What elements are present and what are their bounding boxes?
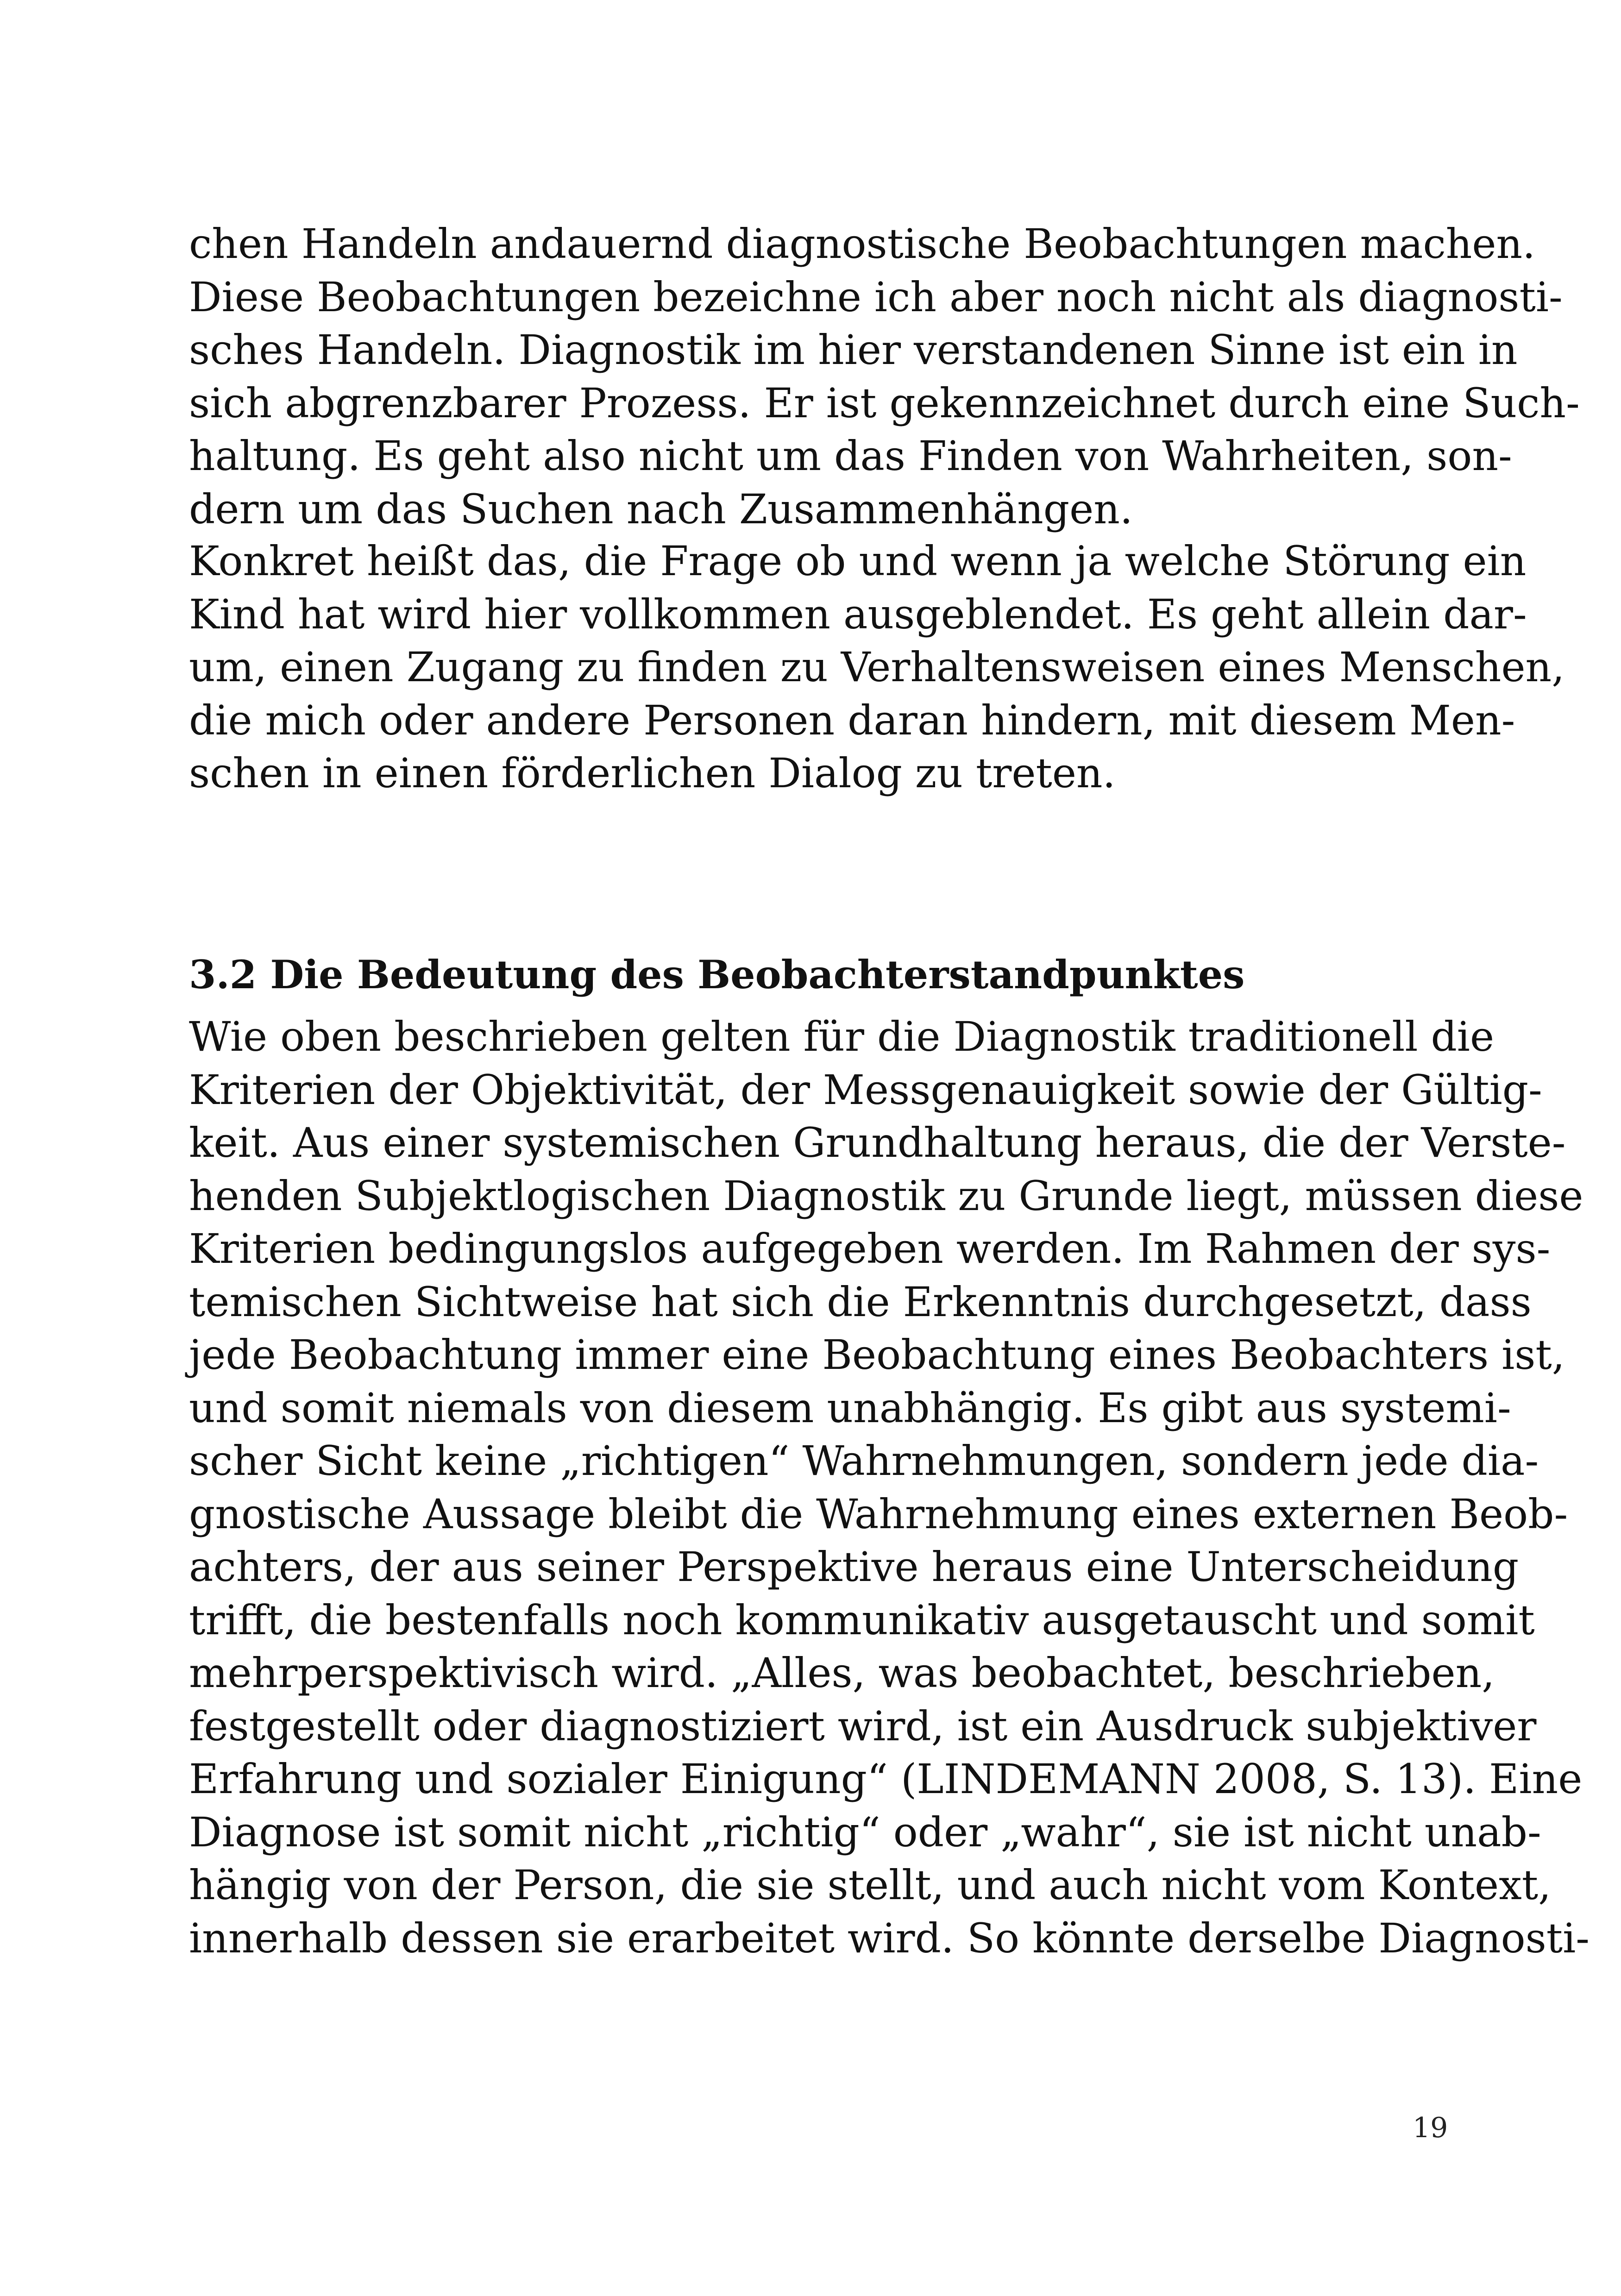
paragraph-3 [189,1010,1590,1965]
text-line: haltung. Es geht also nicht um das Finden von Wahrheiten, son- [189,432,1512,480]
text-line: dern um das Suchen nach Zusammenhängen. [189,485,1133,533]
text-line: Kriterien bedingungslos aufgegeben werden. Im Rahmen der sys- [189,1225,1551,1273]
text-line: scher Sicht keine „richtigen“ Wahrnehmungen, sondern jede dia- [189,1437,1539,1485]
text-line: jede Beobachtung immer eine Beobachtung eines Beobachters ist, [189,1331,1565,1379]
text-line: schen in einen förderlichen Dialog zu treten. [189,749,1116,797]
text-line: trifft, die bestenfalls noch kommunikativ ausgetauscht und somit [189,1596,1535,1644]
text-line: Kind hat wird hier vollkommen ausgeblendet. Es geht allein dar- [189,590,1527,638]
text-line: Erfahrung und sozialer Einigung“ (LINDEMANN 2008, S. 13). Eine [189,1755,1583,1803]
text-line: die mich oder andere Personen daran hindern, mit diesem Men- [189,696,1515,744]
text-line: innerhalb dessen sie erarbeitet wird. So könnte derselbe Diagnosti- [189,1914,1590,1962]
paragraph-1 [189,218,1580,536]
text-line: um, einen Zugang zu finden zu Verhaltensweisen eines Menschen, [189,643,1565,691]
text-line: henden Subjektlogischen Diagnostik zu Grunde liegt, müssen diese [189,1172,1583,1220]
text-line: Diese Beobachtungen bezeichne ich aber noch nicht als diagnosti- [189,273,1563,321]
text-line: hängig von der Person, die sie stellt, und auch nicht vom Kontext, [189,1861,1552,1909]
text-line: sich abgrenzbarer Prozess. Er ist gekennzeichnet durch eine Such- [189,379,1580,427]
text-line: gnostische Aussage bleibt die Wahrnehmung eines externen Beob- [189,1490,1568,1538]
text-line: Kriterien der Objektivität, der Messgenauigkeit sowie der Gültig- [189,1066,1542,1114]
text-line: Diagnose ist somit nicht „richtig“ oder „wahr“, sie ist nicht unab- [189,1808,1541,1856]
text-line: festgestellt oder diagnostiziert wird, ist ein Ausdruck subjektiver [189,1702,1537,1750]
text-line: Wie oben beschrieben gelten für die Diagnostik traditionell die [189,1013,1495,1060]
text-line: mehrperspektivisch wird. „Alles, was beobachtet, beschrieben, [189,1649,1495,1697]
text-line: sches Handeln. Diagnostik im hier verstandenen Sinne ist ein in [189,326,1518,374]
text-line: Konkret heißt das, die Frage ob und wenn ja welche Störung ein [189,537,1527,585]
text-line: chen Handeln andauernd diagnostische Beobachtungen machen. [189,220,1536,268]
text-line: temischen Sichtweise hat sich die Erkenntnis durchgesetzt, dass [189,1278,1532,1326]
text-line: achters, der aus seiner Perspektive heraus eine Unterscheidung [189,1543,1519,1591]
paragraph-2 [189,535,1565,800]
text-line: keit. Aus einer systemischen Grundhaltung heraus, die der Verste- [189,1119,1566,1167]
text-line: und somit niemals von diesem unabhängig. Es gibt aus systemi- [189,1384,1511,1432]
section-heading: 3.2 Die Bedeutung des Beobachterstandpunktes [189,952,1245,997]
page-number: 19 [1413,2112,1448,2144]
